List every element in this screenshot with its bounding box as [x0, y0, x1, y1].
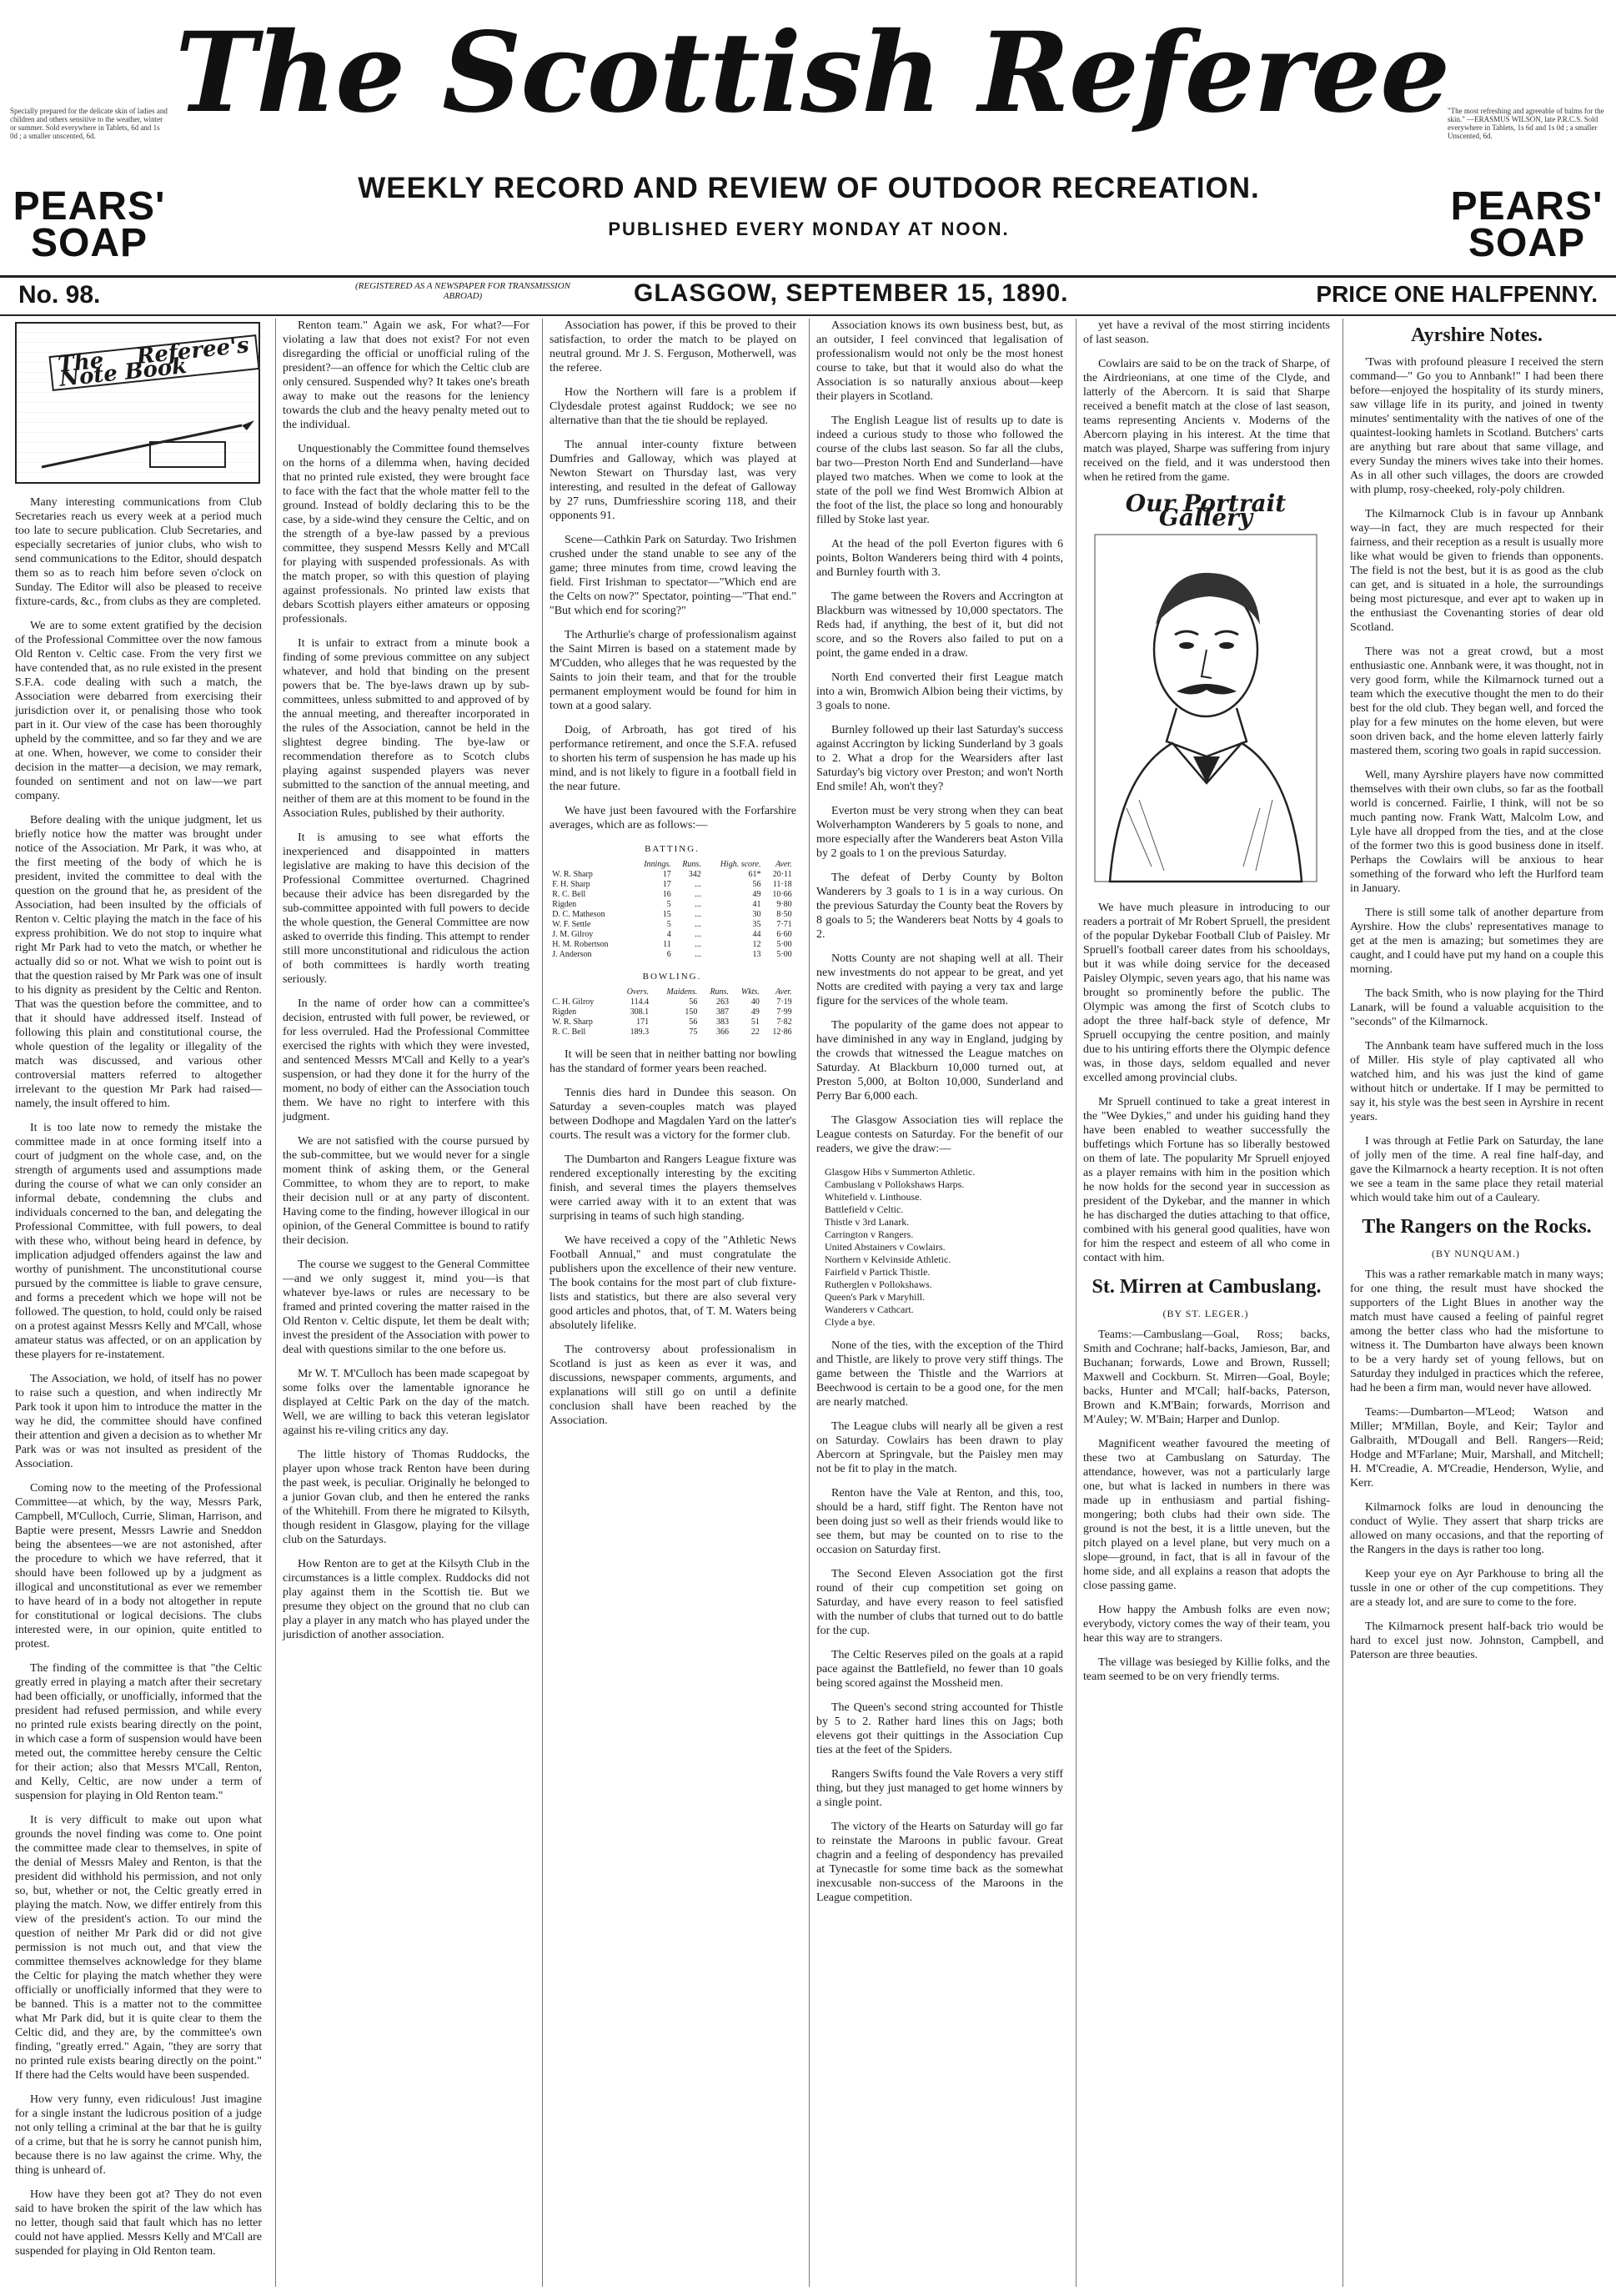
dateline-bar [0, 275, 1616, 316]
paragraph: Many interesting communications from Club Secretaries reach us every week at a period much too late to secure publication. Club Secretaries, and especially secretaries of junior clubs, who wish to send communications to the Editor, should despatch them so as to reach him before seven o'clock on Sunday. The Editor will also be pleased to receive fixture-cards, &c., from clubs as they are completed. [15, 496, 262, 608]
table-row [550, 880, 793, 890]
table-row [550, 997, 793, 1007]
table-row [550, 910, 793, 920]
list-item: Fairfield v Partick Thistle. [825, 1266, 931, 1278]
right-advertisement [1448, 107, 1606, 265]
paragraph: Magnificent weather favoured the meeting of these two at Cambuslang on Saturday. The attendance, however, was not a particularly large one, but what is lacked in numbers in there was made up in enthusiasm and partial fishing-mongering; both clubs had their own side. The ground is not the best, it is a little uneven, but the pitch played on a level plane, but very much on a slope—ground, in fact, that is all in favour of the home side, and all explains a reason that adopts the close passing game. [1083, 1438, 1330, 1592]
list-item: Wanderers v Cathcart. [825, 1304, 914, 1315]
table-cell: 30 [752, 910, 761, 919]
section-heading: Ayrshire Notes. [1411, 324, 1543, 346]
batting-averages-table [550, 860, 793, 960]
table-cell: D. C. Matheson [552, 910, 605, 919]
table-cell: 150 [685, 1007, 698, 1017]
newspaper-subtitle: WEEKLY RECORD AND REVIEW OF OUTDOOR RECREATION. [358, 172, 1260, 204]
byline: (BY NUNQUAM.) [1432, 1248, 1520, 1259]
table-cell: 5 [666, 900, 671, 909]
table-cell: 6·60 [776, 930, 792, 939]
table-cell: 263 [715, 997, 729, 1007]
issue-number: No. 98. [18, 281, 101, 309]
list-item: Rutherglen v Pollokshaws. [825, 1279, 932, 1290]
paragraph: How Renton are to get at the Kilsyth Club in the circumstances is a little complex. Ruddocks did not play against them in the Scottish tie. But we presume they object on the ground that no club can play a player in any match who has played under the jurisdiction of another association. [283, 1558, 529, 1641]
section-heading: St. Mirren at Cambuslang. [1092, 1276, 1322, 1298]
paragraph: We have just been favoured with the Forfarshire averages, which are as follows:— [550, 805, 796, 831]
table-cell: W. R. Sharp [552, 1017, 593, 1027]
paragraph: 'Twas with profound pleasure I received the stern command—" Go you to Annbank!" I had been there before—enjoyed the hospitality of its sturdy miners, saw village life in its purity, and joined in twenty minutes' sentimentality with the natives of one of the quaintest-looking hamlets in Scotland. Butchers' carts are anything but rare about that same village, and every Sunday the miners wives take into their homes. As in all other such villages, the doors are crowded with plump, rosy-cheeked, roly-poly children. [1350, 356, 1603, 496]
table-header-cell: Wkts. [740, 987, 760, 997]
paragraph: The game between the Rovers and Accrington at Blackburn was witnessed by 10,000 spectators. The Reds had, if anything, the best of it, but did not score, and so the Rovers also failed to put on a point, the game ended in a draw. [816, 590, 1063, 660]
paragraph: Mr Spruell continued to take a great interest in the "Wee Dykies," and under his guiding hand they have been enabled to weather successfully the buffetings which Fortune has so liberally bestowed on them of late. The popularity Mr Spruell enjoyed as a player remains with him in the position which he now holds for the second year in succession as president of the Dykebar, and the manner in which he has discharged the duties attaching to that office, combined with his general good qualities, have won for him the respect and esteem of all who come in contact with him. [1083, 1096, 1330, 1264]
table-cell: C. H. Gilroy [552, 997, 595, 1007]
table-cell: J. M. Gilroy [552, 930, 594, 939]
column-3 [542, 319, 801, 2287]
table-cell: 366 [715, 1027, 729, 1037]
paragraph: It is too late now to remedy the mistake the committee made in at once forming itself into a court of judgment on the whole case, and, on the strength of arguments used and assumptions made during the course of what we can only consider an informal debate, condemning the clubs and individuals concerned to the ban, and delegating the Professional Committee, with full powers, to deal with these who, without being heard in defence, by implication adjudged offenders against the law and worthy of punishment. The unconstitutional course pursued by the committee is liable to grave censure, and forms a precedent which we hope will not be followed. The question, to hold, could only be raised on a protest against Messrs Kelly and M'Call, whose amateur status was affected, or on an application by these players for re-instatement. [15, 1122, 262, 1361]
table-cell: 10·66 [772, 890, 792, 899]
table-cell: J. Anderson [552, 950, 592, 959]
paragraph: In the name of order how can a committee's decision, entrusted with full power, be reviewed, or for less overruled. Had the Professional Committee exercised the rights with which they were invested, and sentenced Messrs M'Call and Kelly to a year's suspension, or had they done it for the hurry of the moment, no body of either can the Association touch them. We have no right to interfere with this judgment. [283, 997, 529, 1123]
left-ad-brand: PEARS' SOAP [13, 184, 166, 265]
paragraph: Rangers Swifts found the Vale Rovers a very stiff thing, but they just managed to get home winners by a single point. [816, 1768, 1063, 1809]
table-header-cell: Runs. [710, 987, 729, 997]
table-cell: 22 [750, 1027, 760, 1037]
table-cell: 5·00 [776, 940, 792, 949]
paragraph: The League clubs will nearly all be given a rest on Saturday. Cowlairs has been drawn to play Abercorn at Springvale, but the Paisley men may not be fit to play in the match. [816, 1420, 1063, 1475]
masthead [0, 0, 1616, 284]
paragraph: It is unfair to extract from a minute book a finding of some previous committee on any subject whatever, and hold that binding on the present powers that be. The bye-laws drawn up by sub-committees, unless submitted to and approved of by the annual meeting, and thereafter incorporated in the rules of the Association, cannot be held in the slightest degree binding. The bye-law or recommendation therefore as to Scotch clubs playing against suspended players was never submitted to the sanction of the annual meeting, and neither of them are at this moment to be found in the Association Rules, published by their authority. [283, 637, 529, 820]
paragraph: How happy the Ambush folks are even now; everybody, victory comes the way of their team, you hear this way are to strangers. [1083, 1604, 1330, 1645]
table-cell: 15 [662, 910, 671, 919]
table-cell: 5 [666, 920, 671, 929]
paragraph: It is amusing to see what efforts the inexperienced and disappointed in matters legislative are making to have this decision of the Professional Committee overturned. Chagrined because their advice has been disregarded by the sub-committee appointed with full powers to decide the whole question, the General Committee are now asked to override this finding. This attempt to render still more unconstitutional and ridiculous the action of both committees is hardly worth treating seriously. [283, 831, 529, 986]
table-cell: ... [695, 940, 701, 949]
table-cell: W. R. Sharp [552, 870, 593, 879]
paragraph: Burnley followed up their last Saturday's success against Accrington by licking Sunderland by 3 goals to 2. What a drop for the Wearsiders after last Saturday's big victory over Preston; and won't North End smile! Ah, won't they? [816, 724, 1063, 793]
table-cell: 16 [662, 890, 671, 899]
list-item: Battlefield v Celtic. [825, 1203, 904, 1215]
table-row [550, 1027, 793, 1037]
paragraph: The finding of the committee is that "the Celtic greatly erred in playing a match after their secretary had been officially, or unofficially, informed that the president had refused permission, and while every no printed rule exists bearing directly on the point, in which case a form of suspension would have been meted out, the committee hereby censure the Celtic for their action; also that Messrs M'Call, Renton, and Kelly, Celtic, are now under a term of suspension for playing in Old Renton team." [15, 1662, 262, 1802]
table-cell: 5·00 [776, 950, 792, 959]
paragraph: Keep your eye on Ayr Parkhouse to bring all the tussle in one or other of the cup competitions. They are a steady lot, and are sure to come to the fore. [1350, 1568, 1603, 1609]
table-cell: ... [695, 930, 701, 939]
table-cell: ... [695, 910, 701, 919]
table-cell: 189.3 [630, 1027, 650, 1037]
table-cell: 56 [689, 1017, 698, 1027]
table-header-cell: Aver. [775, 987, 792, 997]
table-header-cell [550, 860, 631, 870]
table-cell: 9·80 [776, 900, 792, 909]
list-item: Northern v Kelvinside Athletic. [825, 1254, 951, 1265]
publication-note: PUBLISHED EVERY MONDAY AT NOON. [608, 219, 1010, 239]
left-advertisement [10, 107, 168, 265]
paragraph: The little history of Thomas Ruddocks, the player upon whose track Renton have been during the past week, is peculiar. Originally he belonged to a junior Govan club, and then he entered the ranks of the Whitehill. From there he migrated to Kilsyth, though resident in Glasgow, playing for the village club on the Saturdays. [283, 1449, 529, 1546]
table-cell: 17 [662, 880, 671, 889]
paragraph: The popularity of the game does not appear to have diminished in any way in England, judging by the crowds that witnessed the League matches on Saturday. At Blackburn 10,000 turned out, at Preston 5,000, at Bolton 10,000, Sunderland and Perry Bar 6,000 each. [816, 1019, 1063, 1103]
paragraph: We have received a copy of the "Athletic News Football Annual," and must congratulate the publishers upon the excellence of their new venture. The book contains for the most part of club fixture-lists and statistics, but there are also several very good articles and photos, that, of T. M. Waters being absolutely lifelike. [550, 1234, 796, 1332]
paragraph: Association knows its own business best, but, as an outsider, I feel convinced that legalisation of professionalism would not only be the most honest course to take, but that it would also do what the Association is so naturally anxious about—keep their players in Scotland. [816, 319, 1063, 403]
table-row [550, 950, 793, 960]
portrait-illustration [1093, 533, 1318, 883]
table-row [550, 870, 793, 880]
cup-draw-list [825, 1166, 1063, 1329]
table-cell: ... [695, 950, 701, 959]
table-cell: 11 [663, 940, 671, 949]
paragraph: Cowlairs are said to be on the track of Sharpe, of the Airdrieonians, at one time of the Clyde, and latterly of the Abercorn. It is said that Sharpe received a benefit match at the close of last season, teams representing Ancients v. Moderns of the Abercorn playing in his interest. At the time that match was played, Sharpe was suffering from injury received on the field, and it was understood then when he retired from the game. [1083, 358, 1330, 484]
paragraph: The Annbank team have suffered much in the loss of Miller. His style of play captivated all who watched him, and his was just the kind of game without hitch or undertake. If I may be permitted to say it, his style was the best seen in Ayrshire in recent years. [1350, 1040, 1603, 1123]
paragraph: Tennis dies hard in Dundee this season. On Saturday a seven-couples match was played between Dodhope and Magdalen Yard on the latter's courts. The result was a victory for the former club. [550, 1087, 796, 1142]
table-cell: 387 [715, 1007, 729, 1017]
table-row [550, 1017, 793, 1027]
table-cell: R. C. Bell [552, 1027, 586, 1037]
left-ad-text: Specially prepared for the delicate skin of ladies and children and others sensitive to the weather, winter or summer. Sold everywhere in Tablets, 6d and 1s 0d ; a smaller unscented, 6d. [10, 107, 168, 140]
paragraph: The Celtic Reserves piled on the goals at a rapid pace against the Battlefield, no fewer than 10 goals being scored against the Mossheid men. [816, 1649, 1063, 1690]
table-header-cell: High. score. [720, 860, 761, 869]
byline: (BY ST. LEGER.) [1162, 1308, 1249, 1319]
paragraph: There was not a great crowd, but a most enthusiastic one. Annbank were, it was thought, not in very good form, while the Kilmarnock turned out a team which the executive thought the men to do their best for the old club. They began well, and forced the play for a few minutes on the home eleven, but were soon driven back, and the home eleven latterly fairly mastered them, scoring two goals in rapid succession. [1350, 646, 1603, 757]
paragraph: I was through at Fetlie Park on Saturday, the lane of jolly men of the time. A real fine half-day, and gave the Kilmarnock a hearty reception. It is not often we see a team in the same place they retail material which would take him out of a Cauleary. [1350, 1135, 1603, 1204]
table-cell: Rigden [552, 1007, 577, 1017]
table-cell: 41 [752, 900, 761, 909]
table-cell: 35 [752, 920, 761, 929]
paragraph: The Arthurlie's charge of professionalism against the Saint Mirren is based on a statement made by M'Cudden, who alleges that he was requested by the Saints to join their team, and that for the trouble permanent employment would be found for him in town at a good salary. [550, 629, 796, 712]
table-cell: 7·19 [776, 997, 792, 1007]
table-header-cell: Aver. [775, 860, 792, 869]
section-heading: The Rangers on the Rocks. [1362, 1216, 1592, 1238]
portrait-gallery-heading: Our Portrait Gallery [1125, 490, 1287, 531]
paragraph: The Kilmarnock Club is in favour up Annbank way—in fact, they are much respected for their fairness, and their reception as a result is usually more like what would be given to friends than opponents. The field is not the best, but it is as good as the club can get, and is situated in a hole, the surroundings being most picturesque, and ever apt to waken up in the enthusiast the Covenanting stories of dear old Scotland. [1350, 508, 1604, 634]
table-row [550, 900, 793, 910]
table-cell: ... [695, 920, 701, 929]
list-item: Cambuslang v Pollokshaws Harps. [825, 1178, 965, 1190]
paragraph: yet have a revival of the most stirring incidents of last season. [1083, 319, 1330, 346]
paragraph: The Kilmarnock present half-back trio would be hard to excel just now. Johnston, Campbell, and Paterson are three beauties. [1350, 1620, 1603, 1661]
paragraph: How the Northern will fare is a problem if Clydesdale protest against Ruddock; we see no alternative than that the tie should be replayed. [550, 386, 796, 427]
paragraph: North End converted their first League match into a win, Bromwich Albion being their victims, by 3 goals to none. [816, 671, 1063, 712]
paragraph: The controversy about professionalism in Scotland is just as keen as ever it was, and discussions, newspaper comments, arguments, and explanations will still go on until a definite conclusion shall have been reached by the Association. [550, 1344, 796, 1427]
table-cell: ... [695, 880, 701, 889]
issue-price: PRICE ONE HALFPENNY. [1316, 281, 1598, 307]
column-1 [8, 319, 267, 2287]
table-row [550, 940, 793, 950]
table-cell: 12 [752, 940, 761, 949]
right-ad-brand: PEARS' SOAP [1450, 184, 1603, 265]
list-item: Clyde a bye. [825, 1316, 876, 1328]
paragraph: We are to some extent gratified by the decision of the Professional Committee over the now famous Old Renton v. Celtic case. From the very first we have contended that, as no rule existed in the present S.F.A. code dealing with such a match, the Association were debarred from exercising their jurisdiction over it, or penalising those who took part in it. Our view of the case has been thoroughly upheld by the committee, and so far they and we are at one. When, however, we come to consider their decision in the matter—a decision, we may remark, founded on sentiment and not on law—we part company. [15, 620, 262, 802]
paragraph: Before dealing with the unique judgment, let us briefly notice how the matter was brought under notice of the Association. Mr Park, it was who, at the first meeting of the body of which he is president, invited the committee to deal with the question on the ground that he, as president of the Association, had been insulted by the officials of Renton v. Celtic playing the match in the face of his express prohibition. We do not stop to inquire what right Mr Park had to veto the match, or whether he actually did so or not. What we wish to point out is that the question raised by Mr Park was one of insult to his dignity as president by the Celtic and Renton. That was the question before the committee, and to that it should have addressed itself. Instead of following this plain and constitutional course, the whole question of the legality or illegality of the match was discussed, and various other controversial matters referred to altogether irrelevant to the question Mr Park had raised—namely, the insult offered to him. [15, 814, 262, 1110]
paragraph: The annual inter-county fixture between Dumfries and Galloway, which was played at Newton Stewart on Thursday last, was very interesting, and resulted in the defeat of Galloway by 27 runs, Dumfriesshire scoring 118, and their opponents 91. [550, 439, 796, 522]
paragraph: Unquestionably the Committee found themselves on the horns of a dilemma when, having decided that no printed rule existed, they were brought face to face with the fact that the whole matter fell to the ground. Instead of boldly declaring this to be the case, by a side-wind they censure the Celtic, and on the strength of a bye-law passed by a previous committee, they suspend Messrs Kelly and M'Call for playing with suspended professionals. As with the match proper, so with this question of playing against professionals. No printed law exists that debars Scottish players either amateurs or opposing professionals. [283, 443, 529, 625]
paragraph: The back Smith, who is now playing for the Third Lanark, will be found a valuable acquisition to the "seconds" of the Kilmarnock. [1350, 987, 1603, 1028]
paragraph: How have they been got at? They do not even said to have broken the spirit of the law which has no letter, though said that fault which has no letter could not have applied. Messrs Kelly and M'Call are suspended for playing in Old Renton team. [15, 2188, 262, 2258]
paragraph: The village was besieged by Killie folks, and the team seemed to be on very friendly terms. [1083, 1656, 1330, 1683]
paragraph: This was a rather remarkable match in many ways; for one thing, the result must have shocked the supporters of the Light Blues in another way the match must have caused a feeling of painful regret among the better class who had the misfortune to witness it. The Dumbarton have always been known to be a very hardy set of young fellows, but on Saturday they indulged in practices which the referee, had he been a firm man, would never have allowed. [1350, 1269, 1603, 1394]
right-ad-text: "The most refreshing and agreeable of balms for the skin." —ERASMUS WILSON, late P.R.C.S. Sold everywhere in Tablets, 1s 6d and 1s 0d ; a smaller Unscented, 6d. [1448, 107, 1604, 140]
table-cell: Rigden [552, 900, 577, 909]
paragraph: Doig, of Arbroath, has got tired of his performance retirement, and once the S.F.A. refused to shorten his term of suspension he has made up his mind, and is not likely to figure in a football field in the near future. [550, 724, 796, 793]
table-cell: 7·82 [776, 1017, 792, 1027]
table-cell: F. H. Sharp [552, 880, 590, 889]
table-cell: 171 [636, 1017, 650, 1027]
table-header-cell: Innings. [644, 860, 671, 869]
paragraph: Coming now to the meeting of the Professional Committee—at which, by the way, Messrs Park, Campbell, M'Culloch, Currie, Sliman, Harrison, and Baptie were present, Messrs Lawrie and Sneddon being the absentees—we are not astonished, after the procedure to which we have referred, that it should have been followed up by a judgment as illogical and unconstitutional as ever we remember to have heard of in a body not altogether in repute for constitutional or logical decisions. The clubs interested were, in our opinion, quite entitled to protest. [15, 1482, 262, 1650]
paragraph: Kilmarnock folks are loud in denouncing the conduct of Wylie. They assert that sharp tricks are allowed on many occasions, and that the reporting of the Rangers in the days is rather too long. [1350, 1501, 1603, 1556]
paragraph: The victory of the Hearts on Saturday will go far to reinstate the Maroons in public favour. Great chagrin and a feeling of despondency has prevailed at Tynecastle for some time back as the somewhat inexcusable non-success of the Maroons in the League competition. [816, 1821, 1063, 1904]
paragraph: Teams:—Cambuslang—Goal, Ross; backs, Smith and Cochrane; half-backs, Jamieson, Bar, and Buchanan; forwards, Lowe and Brown, Russell; Maxwell and Cockburn. St. Mirren—Goal, Boyle; backs, Hunter and M'Call; half-backs, Paterson, Brown and K.M'Bain; forwards, Morrison and M'Auley; W. M'Bain; Harper and Dunlop. [1083, 1329, 1330, 1426]
table-cell: 342 [688, 870, 701, 879]
table-cell: 17 [662, 870, 671, 879]
paragraph: It is very difficult to make out upon what grounds the novel finding was come to. One point the committee made clear to themselves, in spite of the denial of Messrs Maley and Renton, is that the president did withhold his permission, and not only so, but, whether or not, the Celtic greatly erred in playing the match. Now, we differ entirely from this view of the president's action. To our mind the question of neither Mr Park did or did not give permission is not much out, and that view the committee themselves acknowledge for they blame the Celtic for playing the match whether they were officially or unofficially informed that they were to be banned. This is a matter not to the committee what Mr Park did, but it is quite clear to them the Celtic did, and they are, by the committee's own finding, "greatly erred." Again, "they are sorry that no printed rule exists bearing directly on the point." If there had the Celts would have been suspended. [15, 1814, 262, 2082]
table-cell: 11·18 [772, 880, 792, 889]
table-cell: 49 [752, 890, 761, 899]
table-row [550, 1007, 793, 1017]
paragraph: The defeat of Derby County by Bolton Wanderers by 3 goals to 1 is in a way curious. On the previous Saturday the County beat the Rovers by 8 goals to 5; the Wanderers beat Notts by 4 goals to 2. [816, 872, 1063, 941]
table-cell: W. F. Settle [552, 920, 591, 929]
table-header-cell: Runs. [682, 860, 701, 869]
table-cell: 8·50 [776, 910, 792, 919]
table-cell: 51 [750, 1017, 760, 1027]
table-cell: R. C. Bell [552, 890, 586, 899]
paragraph: How very funny, even ridiculous! Just imagine for a single instant the ludicrous position of a judge not only telling a criminal at the bar that he is guilty of a crime, but that he is sorry he cannot punish him, because there is no law against the crime. Why, the thing is unheard of. [15, 2093, 262, 2177]
bowling-table-title: BOWLING. [642, 972, 702, 982]
table-cell: 49 [750, 1007, 760, 1017]
list-item: Carrington v Rangers. [825, 1228, 914, 1240]
table-cell: 75 [689, 1027, 698, 1037]
paragraph: Association has power, if this be proved to their satisfaction, to order the match to be played on neutral ground. Mr J. S. Ferguson, Motherwell, was the referee. [550, 319, 796, 374]
table-cell: 56 [689, 997, 698, 1007]
article-columns [8, 319, 1608, 2287]
table-header-cell [550, 987, 615, 997]
list-item: Glasgow Hibs v Summerton Athletic. [825, 1166, 976, 1178]
table-cell: 114.4 [630, 997, 650, 1007]
list-item: United Abstainers v Cowlairs. [825, 1241, 946, 1253]
table-cell: 61* [748, 870, 761, 879]
table-cell: 7·71 [776, 920, 792, 929]
registration-note: (REGISTERED AS A NEWSPAPER FOR TRANSMISSION ABROAD) [355, 281, 570, 301]
table-row [550, 890, 793, 900]
paragraph: The Queen's second string accounted for Thistle by 5 to 2. Rather hard lines this on Jags; both elevens got their quittings in the Association Cup ties at the feet of the Spiders. [816, 1701, 1063, 1756]
paragraph: Teams:—Dumbarton—M'Leod; Watson and Miller; M'Millan, Boyle, and Keir; Taylor and Galbraith, M'Dougall and Bell. Rangers—Reid; Hodge and M'Farlane; Muir, Marshall, and Mitchell; H. M'Creadie, A. M'Creadie, Henderson, Wylie, and Kerr. [1350, 1406, 1603, 1490]
paragraph: It will be seen that in neither batting nor bowling has the standard of former years been reached. [550, 1048, 796, 1075]
table-cell: 40 [750, 997, 760, 1007]
newspaper-title: The Scottish Referee [175, 8, 1450, 138]
column-5 [1076, 319, 1335, 2287]
paragraph: Renton team." Again we ask, For what?—For violating a law that does not exist? For not even disregarding the official or unofficial ruling of the president?—an offence for which the Celtic club are only censured. Suspended why? It takes one's breath away to make out the reasons for the leniency towards the club and the heavy penalty meted out to the individual. [283, 319, 529, 431]
column-4 [809, 319, 1068, 2287]
bowling-averages-table [550, 987, 793, 1037]
table-header-cell: Maidens. [666, 987, 698, 997]
note-book-illustration [15, 322, 260, 484]
paragraph: We are not satisfied with the course pursued by the sub-committee, but we would never for a single moment think of asking them, or the General Committee, to whom they are to report, to make their decision null or at any party of discontent. Having come to the finding, however illogical in our opinion, of the General Committee is bound to ratify their decision. [283, 1135, 529, 1247]
table-header-cell: Overs. [626, 987, 650, 997]
pen-icon [25, 409, 258, 475]
paragraph: Scene—Cathkin Park on Saturday. Two Irishmen crushed under the stand unable to see any of the game; three minutes from time, crowd leaving the field. First Irishman to spectator—"Which end are the Celts on now?" Spectator, pointing—"That end." "But which end for scoring?" [550, 534, 796, 617]
table-cell: ... [695, 890, 701, 899]
table-cell: 20·11 [772, 870, 792, 879]
list-item: Whitefield v. Linthouse. [825, 1191, 922, 1203]
list-item: Queen's Park v Maryhill. [825, 1291, 926, 1303]
issue-date: GLASGOW, SEPTEMBER 15, 1890. [634, 279, 1069, 307]
paragraph: The English League list of results up to date is indeed a curious study to those who followed the course of the clubs last season. So far all the clubs, bar two—Preston North End and Sunderland—have played two matches. When we come to look at the state of the poll we find West Bromwich Albion at the foot of the list, the place so long and honourably filled by Stoke last year. [816, 414, 1063, 526]
table-cell: H. M. Robertson [552, 940, 609, 949]
table-cell: ... [695, 900, 701, 909]
table-cell: 308.1 [630, 1007, 650, 1017]
table-row [550, 930, 793, 940]
paragraph: Well, many Ayrshire players have now committed themselves with their own clubs, so far as the football world is concerned. Fairlie, I think, will not be so much panting now. Frank Watt, Malcolm Low, and Lyle have all dropped from the ties, and at the close of the former two this is good business done in itself. Perhaps the Cowlairs will be anxious to hear something of the forward who left the Hurlford team in January. [1350, 769, 1603, 895]
paragraph: Notts County are not shaping well at all. Their new investments do not appear to be great, and yet Notts are credited with paying a very tax and large figure for the services of the whole team. [816, 952, 1063, 1007]
paragraph: None of the ties, with the exception of the Third and Thistle, are likely to prove very stiff things. The game between the Thistle and the Warriors at Beechwood is certain to be a good one, for the men are nearly matched. [816, 1339, 1063, 1409]
paragraph: The Second Eleven Association got the first round of their cup competition set going on Saturday, and have every reason to feel satisfied with the number of clubs that turned out to do battle for the cup. [816, 1568, 1063, 1637]
table-cell: 6 [666, 950, 671, 959]
paragraph: The Dumbarton and Rangers League fixture was rendered exceptionally interesting by the exciting finish, and several times the players themselves were carried away with it to an extent that was surprising in teams of such high standing. [550, 1153, 796, 1223]
batting-table-title: BATTING. [645, 844, 700, 854]
paragraph: The Glasgow Association ties will replace the League contests on Saturday. For the benefit of our readers, we give the draw:— [816, 1114, 1063, 1155]
table-cell: 7·99 [776, 1007, 792, 1017]
table-cell: 44 [752, 930, 761, 939]
table-cell: 4 [666, 930, 671, 939]
table-cell: 383 [715, 1017, 729, 1027]
table-cell: 12·86 [772, 1027, 792, 1037]
table-row [550, 920, 793, 930]
column-2 [275, 319, 534, 2287]
paragraph: Everton must be very strong when they can beat Wolverhampton Wanderers by 5 goals to none, and more especially after the Wanderers beat Aston Villa by 2 goals to 1 on the previous Saturday. [816, 805, 1063, 860]
table-cell: 56 [752, 880, 761, 889]
paragraph: Renton have the Vale at Renton, and this, too, should be a hard, stiff fight. The Renton have not been doing just so well as their friends would like to see them, but may be counted on to rise to the occasion on Saturday first. [816, 1487, 1063, 1556]
paragraph: Mr W. T. M'Culloch has been made scapegoat by some folks over the lamentable ignorance he displayed at Celtic Park on the day of the match. Well, we are willing to back this veteran legislator against his re-viling critics any day. [283, 1368, 529, 1437]
list-item: Thistle v 3rd Lanark. [825, 1216, 910, 1228]
paragraph: The Association, we hold, of itself has no power to raise such a question, and when indirectly Mr Park took it upon him to introduce the matter in the way he did, the committee should have confined their attention and given a decision as to whether Mr Park was or was not insulted as president of the Association. [15, 1373, 262, 1470]
table-cell: 13 [752, 950, 761, 959]
paragraph: We have much pleasure in introducing to our readers a portrait of Mr Robert Spruell, the president of the popular Dykebar Football Club of Paisley. Mr Spruell's football career dates from his schooldays, but it was while doing service for the deceased Paisley Olympic, seven years ago, that his name was brought so prominently before the public. The Olympic was among the first of Scotch clubs to adopt the three half-back style of defence, Mr Spruell occupying the centre position, and mainly due to his untiring efforts there the Olympic defence was, in those days, seldom equalled and never excelled among provincial clubs. [1083, 902, 1330, 1084]
paragraph: At the head of the poll Everton figures with 6 points, Bolton Wanderers being third with 4 points, and Burnley fourth with 3. [816, 538, 1063, 579]
column-6 [1342, 319, 1608, 2287]
paragraph: There is still some talk of another departure from Ayrshire. How the clubs' representatives manage to get at the men is amazing; but sometimes they are caught, and I could have put my hand on a couple this morning. [1350, 907, 1603, 976]
note-book-label: The Referee's Note Book [48, 334, 259, 391]
paragraph: The course we suggest to the General Committee—and we only suggest it, mind you—is that whatever bye-laws or rules are necessary to be framed and printed covering the matter raised in the Old Renton v. Celtic dispute, let them be dealt with; invest the president of the Association with power to deal with questions similar to the one before us. [283, 1259, 529, 1356]
